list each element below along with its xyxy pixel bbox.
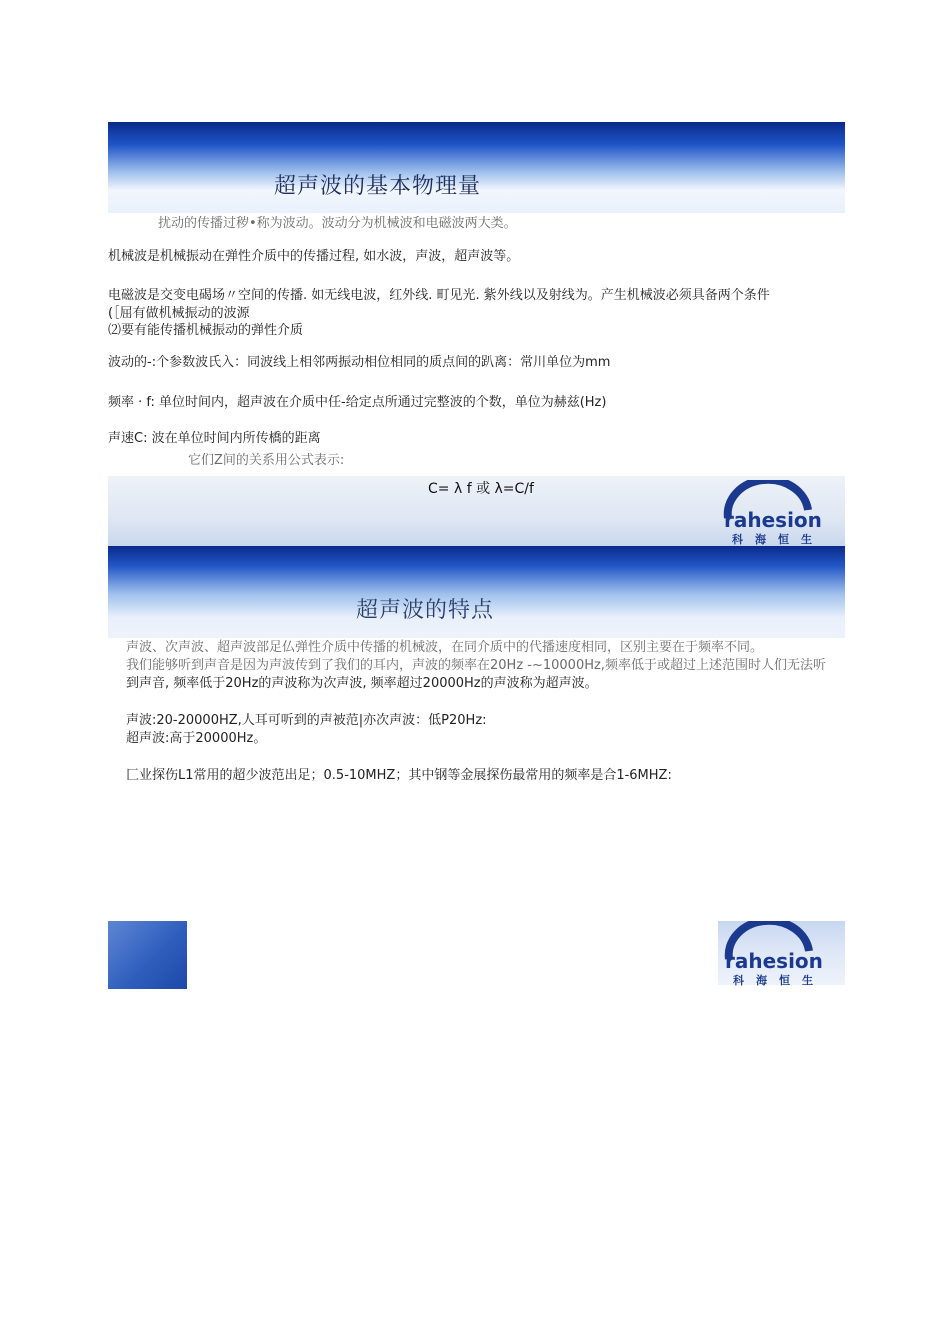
rahesion-logo bbox=[721, 921, 841, 987]
text-line: 声速C: 波在单位时间内所传橋的距离 bbox=[108, 431, 321, 446]
text-line: 电磁波是交变电碣场〃空间的传播. 如无线电波，红外线. 町见光. 紫外线以及射线为。产生机械波必须具备两个条件 bbox=[108, 288, 770, 303]
text-line: (［屈有做机械振动的波源 bbox=[108, 306, 250, 321]
rahesion-logo bbox=[720, 480, 840, 546]
text-line: ⑵要有能传播机械振动的弹性介质 bbox=[108, 323, 304, 338]
text-line: 频率 · f: 单位时间内，超声波在介质中任-给定点所通过完整波的个数，单位为赫兹(Hz) bbox=[108, 395, 607, 410]
text-line: 到声音, 频率低于20Hz的声波称为次声波, 频率超过20000Hz的声波称为超声波。 bbox=[126, 676, 598, 691]
formula-slide bbox=[108, 476, 845, 546]
text-line: 匚业探伤L1常用的超少波范出足；0.5-10MHZ；其中钢等金展探伤最常用的频率是合1-6MHZ: bbox=[126, 768, 672, 783]
banner-title: 超声波的基本物理量 bbox=[274, 174, 482, 199]
text-line: 声波、次声波、超声波部足仏弹性介质中传播的机械波，在同介质中的代播速度相同，区别主要在于频率不同。 bbox=[126, 640, 764, 655]
text-line: 超声波:高于20000Hz。 bbox=[126, 731, 267, 746]
logo-wordmark: rahesion bbox=[725, 949, 823, 973]
header-banner bbox=[108, 122, 845, 213]
footer-logo-box bbox=[718, 921, 845, 985]
text-line: 声波:20-20000HZ,人耳可听到的声被范|亦次声波：低P20Hz: bbox=[126, 713, 487, 728]
formula-text: C= λ f 或 λ=C/f bbox=[428, 481, 534, 497]
text-line: 扰动的传播过秽•称为波动。波动分为机械波和电磁波两大类。 bbox=[158, 216, 517, 231]
logo-chinese: 科海恒生 bbox=[732, 533, 824, 546]
text-line: 波动的-:个参数波氏入：同波线上相邻两振动相位相同的质点间的趴离：常川单位为mm bbox=[108, 355, 611, 370]
text-line: 我们能够听到声音是因为声波传到了我们的耳内，声波的频率在20Hz -~10000Hz,频率低于或超过上述范围时人们无法听 bbox=[126, 658, 826, 673]
logo-chinese: 科海恒生 bbox=[733, 974, 825, 987]
text-line: 机械波是机械振动在弹性介质中的传播过程, 如水波，声波，超声波等。 bbox=[108, 249, 520, 264]
blue-decor-block bbox=[108, 921, 187, 989]
section-banner bbox=[108, 546, 845, 638]
banner-title: 超声波的特点 bbox=[356, 598, 495, 623]
text-line: 它们Z间的关系用公式表示: bbox=[188, 453, 345, 468]
logo-wordmark: rahesion bbox=[724, 508, 822, 532]
